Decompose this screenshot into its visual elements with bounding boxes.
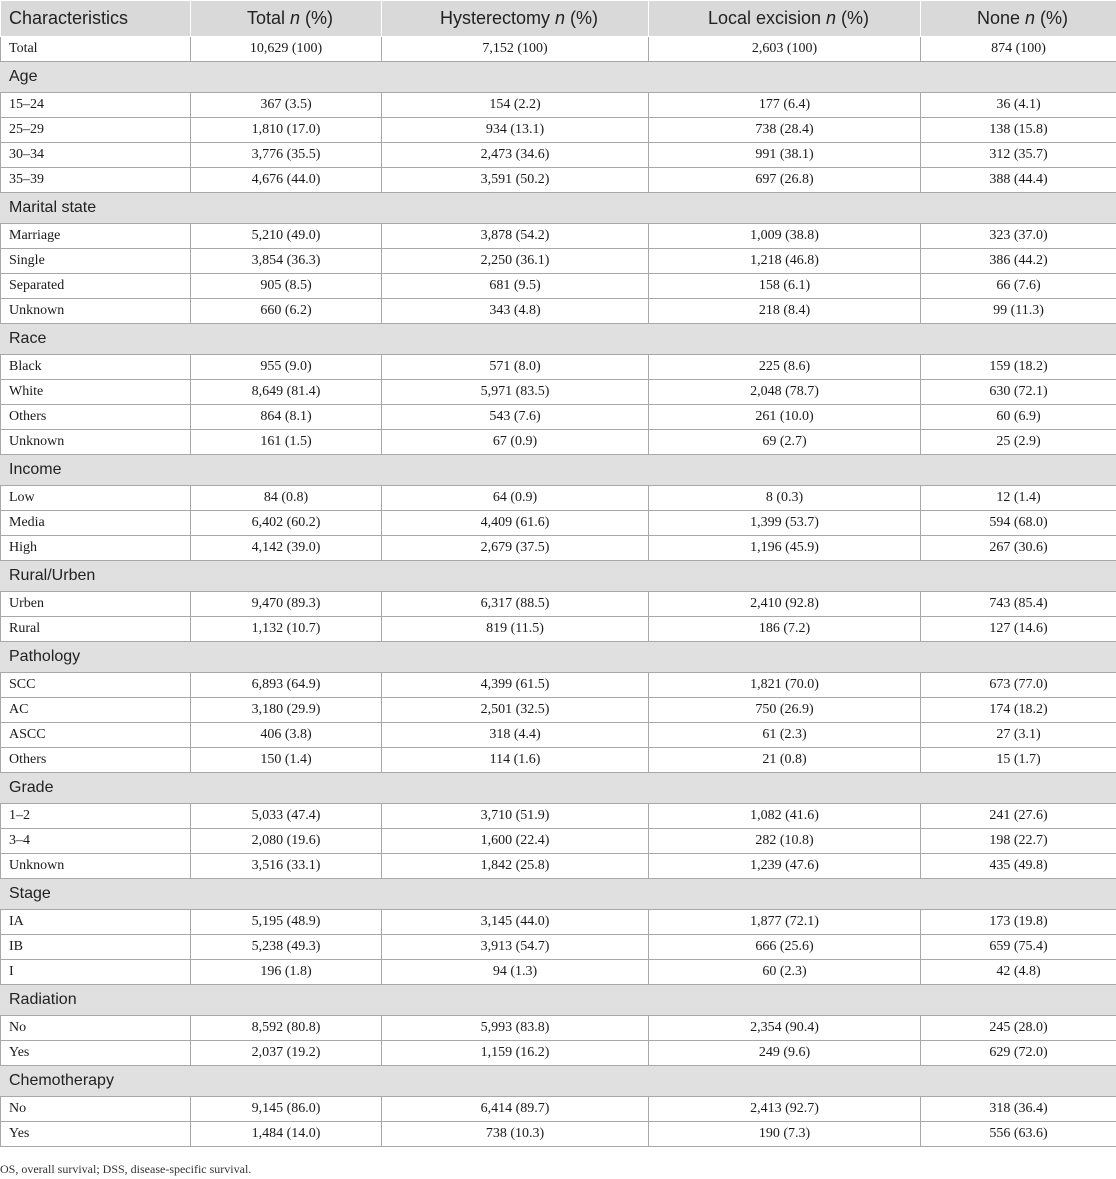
table-cell: 318 (4.4) <box>382 723 649 748</box>
table-cell: 94 (1.3) <box>382 960 649 985</box>
table-cell: 138 (15.8) <box>921 118 1116 143</box>
table-row <box>1 935 1116 960</box>
table-cell: 5,238 (49.3) <box>191 935 382 960</box>
row-label: Low <box>1 486 191 511</box>
table-cell: 874 (100) <box>921 37 1116 62</box>
table-cell: 435 (49.8) <box>921 854 1116 879</box>
table-cell: 312 (35.7) <box>921 143 1116 168</box>
column-header-hysterectomy: Hysterectomy n (%) <box>382 1 649 37</box>
table-cell: 367 (3.5) <box>191 93 382 118</box>
column-header-characteristics: Characteristics <box>1 1 191 37</box>
table-cell: 2,413 (92.7) <box>649 1097 921 1122</box>
table-cell: 1,877 (72.1) <box>649 910 921 935</box>
section-row <box>1 1066 1116 1097</box>
table-cell: 386 (44.2) <box>921 249 1116 274</box>
table-row <box>1 1016 1116 1041</box>
table-cell: 173 (19.8) <box>921 910 1116 935</box>
row-label: Marriage <box>1 224 191 249</box>
section-row <box>1 642 1116 673</box>
table-cell: 8 (0.3) <box>649 486 921 511</box>
table-cell: 3,710 (51.9) <box>382 804 649 829</box>
table-cell: 27 (3.1) <box>921 723 1116 748</box>
table-cell: 323 (37.0) <box>921 224 1116 249</box>
table-cell: 343 (4.8) <box>382 299 649 324</box>
section-row <box>1 561 1116 592</box>
section-label: Race <box>1 324 1116 355</box>
table-cell: 3,878 (54.2) <box>382 224 649 249</box>
row-label: 15–24 <box>1 93 191 118</box>
table-cell: 249 (9.6) <box>649 1041 921 1066</box>
table-cell: 934 (13.1) <box>382 118 649 143</box>
table-row <box>1 249 1116 274</box>
table-row <box>1 405 1116 430</box>
table-cell: 2,410 (92.8) <box>649 592 921 617</box>
table-cell: 991 (38.1) <box>649 143 921 168</box>
section-row <box>1 879 1116 910</box>
table-cell: 2,080 (19.6) <box>191 829 382 854</box>
table-cell: 190 (7.3) <box>649 1122 921 1147</box>
table-cell: 697 (26.8) <box>649 168 921 193</box>
table-row <box>1 910 1116 935</box>
table-cell: 4,142 (39.0) <box>191 536 382 561</box>
section-label: Age <box>1 62 1116 93</box>
table-cell: 61 (2.3) <box>649 723 921 748</box>
table-cell: 738 (28.4) <box>649 118 921 143</box>
table-cell: 64 (0.9) <box>382 486 649 511</box>
table-row <box>1 673 1116 698</box>
table-footnote: OS, overall survival; DSS, disease-specific survival. <box>0 1162 252 1176</box>
table-cell: 282 (10.8) <box>649 829 921 854</box>
table-row <box>1 224 1116 249</box>
table-row <box>1 804 1116 829</box>
table-cell: 2,250 (36.1) <box>382 249 649 274</box>
table-row <box>1 486 1116 511</box>
table-cell: 159 (18.2) <box>921 355 1116 380</box>
table-cell: 186 (7.2) <box>649 617 921 642</box>
table-cell: 4,409 (61.6) <box>382 511 649 536</box>
table-row <box>1 960 1116 985</box>
row-label: No <box>1 1016 191 1041</box>
table-cell: 1,239 (47.6) <box>649 854 921 879</box>
table-cell: 66 (7.6) <box>921 274 1116 299</box>
table-cell: 666 (25.6) <box>649 935 921 960</box>
table-row <box>1 37 1116 62</box>
row-label: 1–2 <box>1 804 191 829</box>
row-label: ASCC <box>1 723 191 748</box>
table-cell: 9,470 (89.3) <box>191 592 382 617</box>
row-label: Black <box>1 355 191 380</box>
table-cell: 8,592 (80.8) <box>191 1016 382 1041</box>
table-cell: 196 (1.8) <box>191 960 382 985</box>
table-row <box>1 829 1116 854</box>
table-cell: 161 (1.5) <box>191 430 382 455</box>
row-label: Yes <box>1 1122 191 1147</box>
table-cell: 1,484 (14.0) <box>191 1122 382 1147</box>
table-row <box>1 1041 1116 1066</box>
table-cell: 4,676 (44.0) <box>191 168 382 193</box>
table-cell: 630 (72.1) <box>921 380 1116 405</box>
section-label: Radiation <box>1 985 1116 1016</box>
table-cell: 743 (85.4) <box>921 592 1116 617</box>
row-label: No <box>1 1097 191 1122</box>
table-cell: 543 (7.6) <box>382 405 649 430</box>
table-cell: 955 (9.0) <box>191 355 382 380</box>
section-label: Grade <box>1 773 1116 804</box>
table-cell: 218 (8.4) <box>649 299 921 324</box>
row-label: SCC <box>1 673 191 698</box>
table-row <box>1 511 1116 536</box>
table-row <box>1 723 1116 748</box>
table-cell: 3,854 (36.3) <box>191 249 382 274</box>
section-label: Marital state <box>1 193 1116 224</box>
table-cell: 21 (0.8) <box>649 748 921 773</box>
table-cell: 6,893 (64.9) <box>191 673 382 698</box>
row-label: 3–4 <box>1 829 191 854</box>
table-cell: 629 (72.0) <box>921 1041 1116 1066</box>
table-cell: 3,145 (44.0) <box>382 910 649 935</box>
table-cell: 905 (8.5) <box>191 274 382 299</box>
table-cell: 60 (6.9) <box>921 405 1116 430</box>
table-cell: 6,317 (88.5) <box>382 592 649 617</box>
table-header-row <box>1 1 1116 37</box>
table-cell: 659 (75.4) <box>921 935 1116 960</box>
table-row <box>1 748 1116 773</box>
table-body <box>1 37 1116 1147</box>
table-cell: 750 (26.9) <box>649 698 921 723</box>
table-cell: 10,629 (100) <box>191 37 382 62</box>
row-label: IA <box>1 910 191 935</box>
table-cell: 1,218 (46.8) <box>649 249 921 274</box>
table-cell: 2,037 (19.2) <box>191 1041 382 1066</box>
table-cell: 241 (27.6) <box>921 804 1116 829</box>
table-cell: 1,082 (41.6) <box>649 804 921 829</box>
row-label: Total <box>1 37 191 62</box>
table-cell: 5,210 (49.0) <box>191 224 382 249</box>
table-cell: 99 (11.3) <box>921 299 1116 324</box>
table-cell: 42 (4.8) <box>921 960 1116 985</box>
table-row <box>1 617 1116 642</box>
table-cell: 5,195 (48.9) <box>191 910 382 935</box>
table-cell: 12 (1.4) <box>921 486 1116 511</box>
section-row <box>1 455 1116 486</box>
row-label: Separated <box>1 274 191 299</box>
section-row <box>1 985 1116 1016</box>
table-cell: 5,971 (83.5) <box>382 380 649 405</box>
table-cell: 9,145 (86.0) <box>191 1097 382 1122</box>
row-label: Unknown <box>1 854 191 879</box>
table-cell: 406 (3.8) <box>191 723 382 748</box>
section-label: Stage <box>1 879 1116 910</box>
table-row <box>1 1122 1116 1147</box>
table-row <box>1 168 1116 193</box>
row-label: Others <box>1 748 191 773</box>
table-cell: 15 (1.7) <box>921 748 1116 773</box>
table-cell: 84 (0.8) <box>191 486 382 511</box>
table-row <box>1 380 1116 405</box>
row-label: I <box>1 960 191 985</box>
table-cell: 158 (6.1) <box>649 274 921 299</box>
column-header-none: None n (%) <box>921 1 1116 37</box>
row-label: Media <box>1 511 191 536</box>
table-row <box>1 854 1116 879</box>
table-cell: 571 (8.0) <box>382 355 649 380</box>
table-cell: 3,776 (35.5) <box>191 143 382 168</box>
table-cell: 660 (6.2) <box>191 299 382 324</box>
row-label: AC <box>1 698 191 723</box>
table-cell: 67 (0.9) <box>382 430 649 455</box>
table-cell: 864 (8.1) <box>191 405 382 430</box>
table-cell: 1,009 (38.8) <box>649 224 921 249</box>
table-cell: 1,196 (45.9) <box>649 536 921 561</box>
section-label: Rural/Urben <box>1 561 1116 592</box>
section-row <box>1 62 1116 93</box>
table-cell: 2,354 (90.4) <box>649 1016 921 1041</box>
row-label: Unknown <box>1 430 191 455</box>
row-label: 30–34 <box>1 143 191 168</box>
table-cell: 4,399 (61.5) <box>382 673 649 698</box>
table-cell: 2,048 (78.7) <box>649 380 921 405</box>
table-cell: 1,842 (25.8) <box>382 854 649 879</box>
section-label: Pathology <box>1 642 1116 673</box>
table-row <box>1 93 1116 118</box>
table-cell: 36 (4.1) <box>921 93 1116 118</box>
table-cell: 7,152 (100) <box>382 37 649 62</box>
table-cell: 154 (2.2) <box>382 93 649 118</box>
table-cell: 1,821 (70.0) <box>649 673 921 698</box>
table-cell: 1,132 (10.7) <box>191 617 382 642</box>
table-cell: 3,591 (50.2) <box>382 168 649 193</box>
table-cell: 25 (2.9) <box>921 430 1116 455</box>
section-row <box>1 324 1116 355</box>
table-cell: 6,402 (60.2) <box>191 511 382 536</box>
row-label: Rural <box>1 617 191 642</box>
table-cell: 2,679 (37.5) <box>382 536 649 561</box>
table-row <box>1 1097 1116 1122</box>
row-label: 35–39 <box>1 168 191 193</box>
table-cell: 594 (68.0) <box>921 511 1116 536</box>
table-cell: 681 (9.5) <box>382 274 649 299</box>
section-label: Income <box>1 455 1116 486</box>
table-cell: 318 (36.4) <box>921 1097 1116 1122</box>
table-cell: 2,473 (34.6) <box>382 143 649 168</box>
table-cell: 738 (10.3) <box>382 1122 649 1147</box>
table-cell: 3,913 (54.7) <box>382 935 649 960</box>
table-cell: 8,649 (81.4) <box>191 380 382 405</box>
table-cell: 69 (2.7) <box>649 430 921 455</box>
column-header-total: Total n (%) <box>191 1 382 37</box>
table-cell: 261 (10.0) <box>649 405 921 430</box>
row-label: High <box>1 536 191 561</box>
table-row <box>1 430 1116 455</box>
table-row <box>1 118 1116 143</box>
table-row <box>1 698 1116 723</box>
table-cell: 245 (28.0) <box>921 1016 1116 1041</box>
section-label: Chemotherapy <box>1 1066 1116 1097</box>
row-label: IB <box>1 935 191 960</box>
table-cell: 2,603 (100) <box>649 37 921 62</box>
table-cell: 198 (22.7) <box>921 829 1116 854</box>
table-cell: 174 (18.2) <box>921 698 1116 723</box>
table-cell: 1,399 (53.7) <box>649 511 921 536</box>
table-row <box>1 299 1116 324</box>
table-cell: 3,516 (33.1) <box>191 854 382 879</box>
row-label: Unknown <box>1 299 191 324</box>
table-cell: 2,501 (32.5) <box>382 698 649 723</box>
table-cell: 556 (63.6) <box>921 1122 1116 1147</box>
column-header-local-excision: Local excision n (%) <box>649 1 921 37</box>
table-cell: 1,600 (22.4) <box>382 829 649 854</box>
row-label: Yes <box>1 1041 191 1066</box>
section-row <box>1 193 1116 224</box>
table-cell: 127 (14.6) <box>921 617 1116 642</box>
table-cell: 225 (8.6) <box>649 355 921 380</box>
table-cell: 6,414 (89.7) <box>382 1097 649 1122</box>
row-label: White <box>1 380 191 405</box>
table-cell: 60 (2.3) <box>649 960 921 985</box>
table-cell: 177 (6.4) <box>649 93 921 118</box>
table-cell: 1,159 (16.2) <box>382 1041 649 1066</box>
table-cell: 150 (1.4) <box>191 748 382 773</box>
section-row <box>1 773 1116 804</box>
row-label: Single <box>1 249 191 274</box>
table-row <box>1 274 1116 299</box>
row-label: 25–29 <box>1 118 191 143</box>
table-cell: 819 (11.5) <box>382 617 649 642</box>
table-cell: 5,033 (47.4) <box>191 804 382 829</box>
table-cell: 673 (77.0) <box>921 673 1116 698</box>
row-label: Others <box>1 405 191 430</box>
table-row <box>1 143 1116 168</box>
table-row <box>1 536 1116 561</box>
table-cell: 1,810 (17.0) <box>191 118 382 143</box>
row-label: Urben <box>1 592 191 617</box>
table-cell: 3,180 (29.9) <box>191 698 382 723</box>
table-row <box>1 355 1116 380</box>
table-cell: 388 (44.4) <box>921 168 1116 193</box>
table-cell: 267 (30.6) <box>921 536 1116 561</box>
table-row <box>1 592 1116 617</box>
table-cell: 114 (1.6) <box>382 748 649 773</box>
table-cell: 5,993 (83.8) <box>382 1016 649 1041</box>
